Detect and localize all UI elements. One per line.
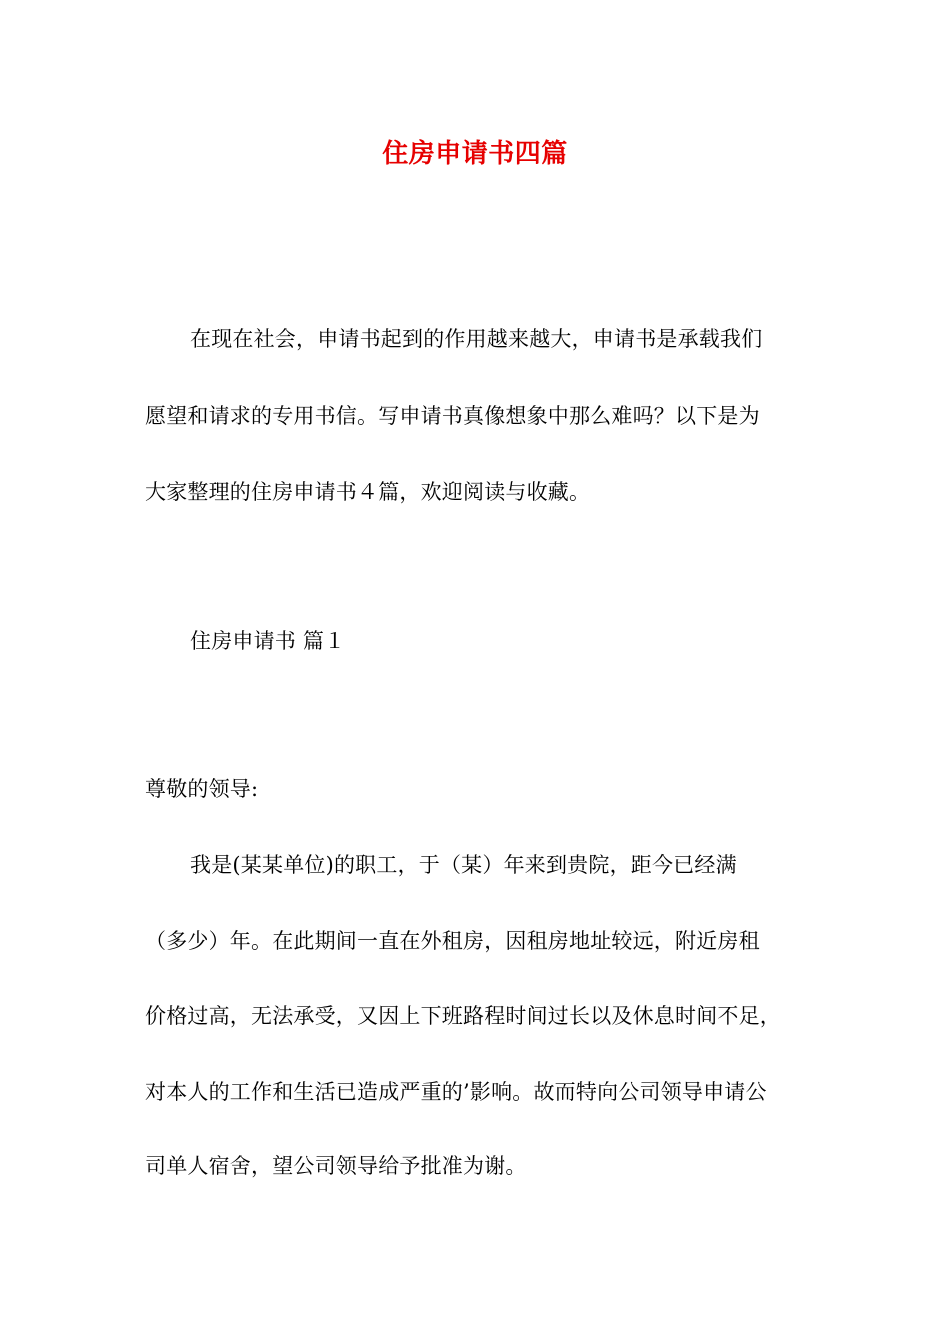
intro-line-3: 大家整理的住房申请书４篇，欢迎阅读与收藏。: [145, 480, 591, 504]
body-line-5: 司单人宿舍，望公司领导给予批准为谢。: [145, 1154, 527, 1178]
body-line-3: 价格过高，无法承受，又因上下班路程时间过长以及休息时间不足，: [145, 1004, 781, 1028]
salutation: 尊敬的领导:: [145, 777, 259, 801]
document-title: 住房申请书四篇: [382, 139, 568, 169]
body-line-4: 对本人的工作和生活已造成严重的’影响。故而特向公司领导申请公: [145, 1080, 767, 1104]
body-line-2: （多少）年。在此期间一直在外租房，因租房地址较远，附近房租: [145, 929, 760, 953]
body-line-1: 我是(某某单位)的职工，于（某）年来到贵院，距今已经满: [190, 853, 737, 877]
intro-line-1: 在现在社会，申请书起到的作用越来越大，申请书是承载我们: [190, 327, 763, 351]
section-heading: 住房申请书 篇１: [190, 629, 346, 653]
intro-line-2: 愿望和请求的专用书信。写申请书真像想象中那么难吗？以下是为: [145, 404, 760, 428]
